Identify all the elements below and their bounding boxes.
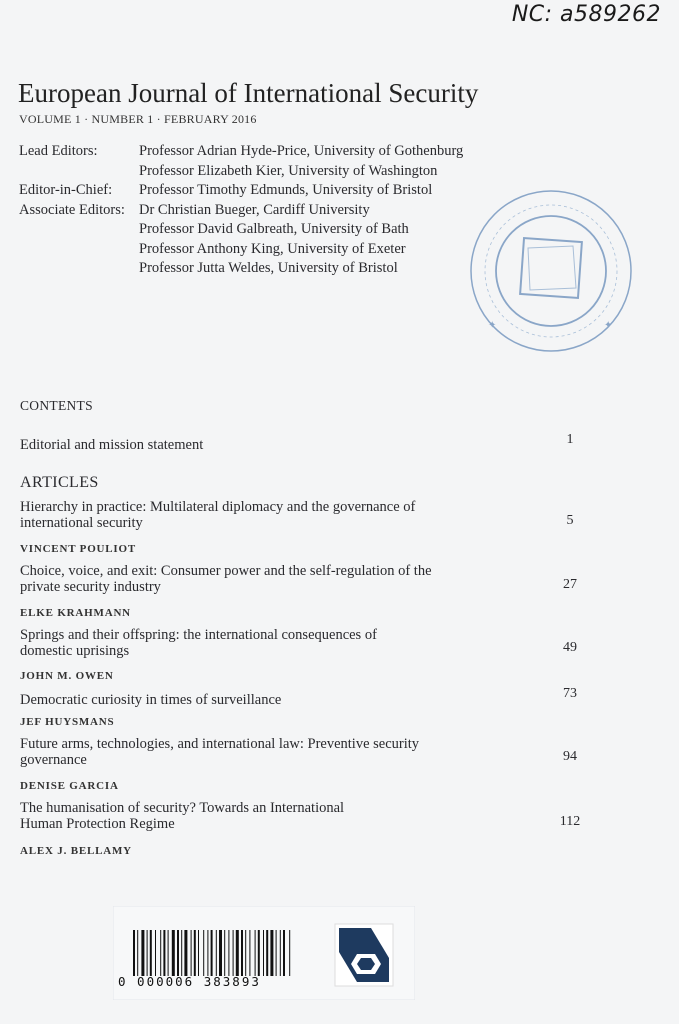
editor-name: Professor Anthony King, University of Exeter [139, 240, 406, 257]
article-title-line: Springs and their offspring: the international consequences of [20, 627, 377, 643]
barcode-bar [280, 930, 281, 976]
editorial-board [19, 142, 463, 279]
barcode-bar [216, 930, 217, 976]
barcode-bar [270, 930, 273, 976]
article-title-line: Hierarchy in practice: Multilateral diplomacy and the governance of [20, 499, 416, 515]
barcode-bar [224, 930, 225, 976]
barcode-bar [147, 930, 148, 976]
article-title-line: private security industry [20, 579, 161, 595]
barcode-bar [241, 930, 243, 976]
barcode-bar [163, 930, 165, 976]
editor-group-chief [19, 181, 463, 201]
barcode-bar [228, 930, 229, 976]
editor-group-label: Editor-in-Chief: [19, 182, 113, 198]
article-author: ELKE KRAHMANN [20, 607, 131, 619]
svg-text:✦: ✦ [488, 320, 497, 331]
article-title-line: domestic uprisings [20, 643, 130, 659]
barcode-bar [191, 930, 192, 976]
barcode-bar [137, 930, 138, 976]
article-page-number: 94 [563, 749, 577, 764]
article-title [20, 800, 490, 832]
article-page-number: 27 [563, 577, 577, 592]
article-page-number: 49 [563, 640, 577, 655]
article-page-number: 112 [559, 814, 581, 829]
editor-name: Professor David Galbreath, University of Bath [139, 221, 409, 237]
barcode-bar [207, 930, 208, 976]
barcode-bar [177, 930, 179, 976]
article-title-line: Future arms, technologies, and international law: Preventive security [20, 736, 420, 752]
contents-heading: CONTENTS [20, 398, 93, 413]
barcode-bar [141, 930, 144, 976]
barcode-bar [181, 930, 182, 976]
barcode-bar [276, 930, 277, 976]
editor-name: Professor Elizabeth Kier, University of Washington [139, 162, 438, 179]
svg-text:✦: ✦ [604, 320, 613, 331]
editor-group-associate [19, 201, 463, 279]
editor-name: Dr Christian Bueger, Cardiff University [139, 201, 370, 218]
editorial-title: Editorial and mission statement [20, 437, 204, 453]
barcode-bar [289, 930, 290, 976]
article-title [20, 692, 490, 708]
barcode-bar [168, 930, 169, 976]
article-author: JEF HUYSMANS [20, 716, 115, 728]
article-title-line: international security [20, 515, 143, 531]
barcode-bar [245, 930, 246, 976]
article-author: JOHN M. OWEN [20, 670, 114, 682]
barcode-bar [258, 930, 260, 976]
editor-group-label: Associate Editors: [19, 201, 125, 218]
editor-name: Professor Timothy Edmunds, University of Bristol [139, 182, 433, 198]
barcode-bar [266, 930, 268, 976]
handwritten-catalog-note: NC: a589262 [511, 2, 661, 27]
barcode-bar [194, 930, 196, 976]
barcode-bar [150, 930, 152, 976]
articles-heading: ARTICLES [20, 474, 99, 491]
article-title-line: Democratic curiosity in times of surveillance [20, 692, 282, 708]
barcode-bar [172, 930, 175, 976]
barcode-bar [133, 930, 135, 976]
barcode-bar [255, 930, 256, 976]
editor-group-label: Lead Editors: [19, 143, 98, 159]
barcode-bar [233, 930, 234, 976]
barcode-bar [155, 930, 156, 976]
barcode-bar [249, 930, 250, 976]
article-title-line: governance [20, 752, 87, 768]
barcode-bar [184, 930, 187, 976]
issue-line: VOLUME 1 · NUMBER 1 · FEBRUARY 2016 [19, 112, 257, 126]
article-author: VINCENT POULIOT [20, 543, 137, 555]
barcode-bar [219, 930, 222, 976]
barcode-bar [203, 930, 204, 976]
article-title-line: Choice, voice, and exit: Consumer power and the self-regulation of the [20, 563, 432, 579]
article-author: DENISE GARCIA [20, 780, 119, 792]
article-title [20, 499, 490, 531]
barcode-bar [198, 930, 199, 976]
barcode-bar [283, 930, 285, 976]
publisher-logo-icon [335, 924, 393, 986]
editor-name: Professor Jutta Weldes, University of Bristol [139, 260, 398, 276]
barcode-number: 0 000006 383893 [118, 974, 261, 989]
article-page-number: 5 [566, 513, 574, 528]
article-title-line: Human Protection Regime [20, 816, 175, 832]
article-author: ALEX J. BELLAMY [20, 845, 132, 857]
library-stamp-icon [468, 188, 634, 354]
barcode-bar [236, 930, 239, 976]
article-page-number: 73 [563, 686, 577, 701]
barcode-bar [263, 930, 264, 976]
barcode-bar [160, 930, 161, 976]
editor-group-lead [19, 142, 463, 181]
article-title [20, 627, 490, 659]
article-title [20, 736, 490, 768]
journal-title: European Journal of International Security [18, 78, 479, 108]
editorial-page-number: 1 [566, 432, 574, 447]
article-title-line: The humanisation of security? Towards an International [20, 800, 345, 816]
barcode-bar [211, 930, 213, 976]
editor-name: Professor Adrian Hyde-Price, University of Gothenburg [139, 143, 464, 159]
article-title [20, 563, 490, 595]
